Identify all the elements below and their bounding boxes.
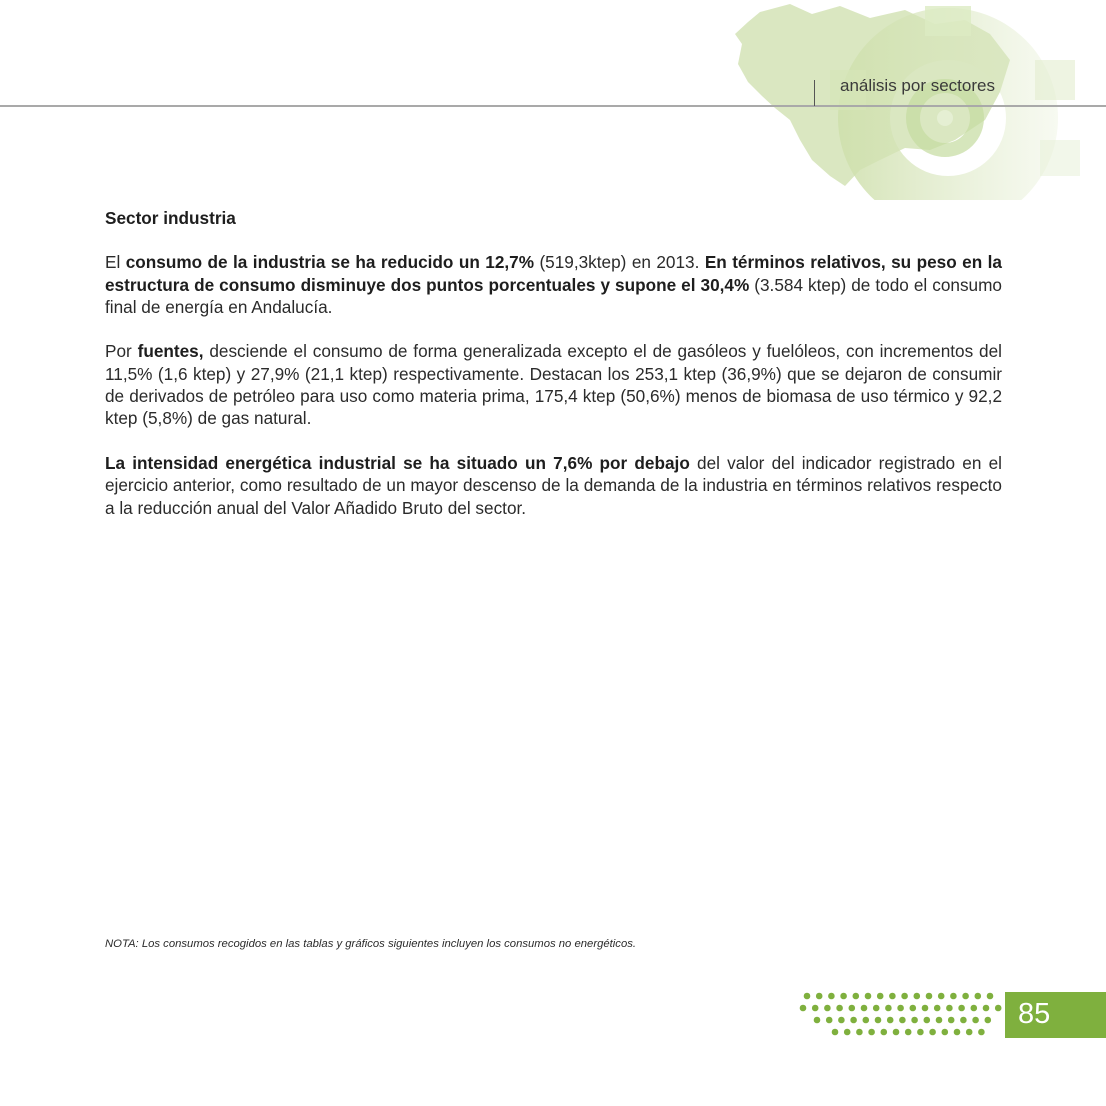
decorative-dot [958,1005,965,1012]
decorative-dot [987,993,994,1000]
decorative-dot [926,993,933,1000]
decorative-dot [910,1005,917,1012]
decorative-dot [948,1017,955,1024]
decorative-dot [950,993,957,1000]
paragraph-consumption [105,251,1002,318]
decorative-dot [826,1017,833,1024]
decorative-dot [887,1017,894,1024]
decorative-dot [971,1005,978,1012]
text-run: desciende el consumo de forma generalizada excepto el de gasóleos y fuelóleos, con incrementos del 11,5% (1,6 ktep) y 27,9% (21,1 ktep) respectivamente. Destacan los 253,1 ktep (36,9%) que se dejaron de consumir de derivados de petróleo para uso como materia prima, 175,4 ktep (50,6%) menos de biomasa de uso térmico y 92,2 ktep (5,8%) de gas natural. [105,341,1002,429]
decorative-dot [934,1005,941,1012]
decorative-dot [838,1017,845,1024]
decorative-dot [844,1029,851,1036]
decorative-dot [975,993,982,1000]
decorative-dot [875,1017,882,1024]
decorative-dot [865,993,872,1000]
bold-run: consumo de la industria se ha reducido un 12,7% [125,252,535,273]
decorative-dot [800,1005,807,1012]
section-label: análisis por sectores [840,76,995,95]
decorative-dot [863,1017,870,1024]
decorative-dot [885,1005,892,1012]
decorative-dot [899,1017,906,1024]
text-run: Por [105,341,138,362]
decorative-dot [936,1017,943,1024]
decorative-dot [995,1005,1002,1012]
page-number: 85 [1018,998,1051,1030]
decorative-dot [914,993,921,1000]
paragraph-sources [105,340,1002,429]
decorative-dot [889,993,896,1000]
text-run: (3.584 ktep) de todo el consumo final de energía en Andalucía. [105,274,1002,317]
decorative-dot [924,1017,931,1024]
decorative-dot [828,993,835,1000]
bold-run: La intensidad energética industrial se ha situado un 7,6% por debajo [105,452,690,473]
decorative-dot [804,993,811,1000]
decorative-dot [873,1005,880,1012]
decorative-dot [893,1029,900,1036]
decorative-dot [881,1029,888,1036]
decorative-dot [901,993,908,1000]
decorative-dot [850,1017,857,1024]
decorative-dot [877,993,884,1000]
decorative-dot [856,1029,863,1036]
decorative-dot [836,1005,843,1012]
text-run: El [105,252,126,273]
decorative-dot [972,1017,979,1024]
decorative-dot [911,1017,918,1024]
decorative-dot [868,1029,875,1036]
decorative-dot [985,1017,992,1024]
decorative-dot [983,1005,990,1012]
decorative-dot [938,993,945,1000]
decorative-dot [946,1005,953,1012]
page-number-box [1005,992,1106,1038]
decorative-dot [812,1005,819,1012]
paragraph-intensity [105,452,1002,519]
article-body [105,207,1002,541]
decorative-dot [824,1005,831,1012]
text-run: del valor del indicador registrado en el ejercicio anterior, como resultado de un mayor descenso de la demanda de la industria en términos relativos respecto a la reducción anual del Valor Añadido Bruto del sector. [105,452,1002,518]
decorative-dot [897,1005,904,1012]
decorative-dot [962,993,969,1000]
footnote: NOTA: Los consumos recogidos en las tablas y gráficos siguientes incluyen los consumos no energéticos. [105,938,637,950]
decorative-dot [954,1029,961,1036]
header-divider-tick [814,80,815,106]
decorative-dot [929,1029,936,1036]
decorative-dot [832,1029,839,1036]
decorative-dot [978,1029,985,1036]
decorative-dot [905,1029,912,1036]
decorative-dot [917,1029,924,1036]
decorative-dot [922,1005,929,1012]
text-run: (519,3ktep) en 2013. [534,252,705,273]
header-rule [0,105,1106,107]
decorative-dot [849,1005,856,1012]
decorative-dot [814,1017,821,1024]
decorative-dot [942,1029,949,1036]
bold-run: En términos relativos, su peso en la estructura de consumo disminuye dos puntos porcentuales y supone el 30,4% [105,252,1002,295]
decorative-dot [960,1017,967,1024]
decorative-dot [966,1029,973,1036]
section-heading: Sector industria [105,208,236,228]
decorative-dot [853,993,860,1000]
decorative-dot [840,993,847,1000]
decorative-dot [816,993,823,1000]
decorative-dot [861,1005,868,1012]
decorative-gear-map-graphic [700,0,1106,200]
bold-run: fuentes, [137,341,204,362]
decorative-dot-pattern [795,990,1010,1040]
